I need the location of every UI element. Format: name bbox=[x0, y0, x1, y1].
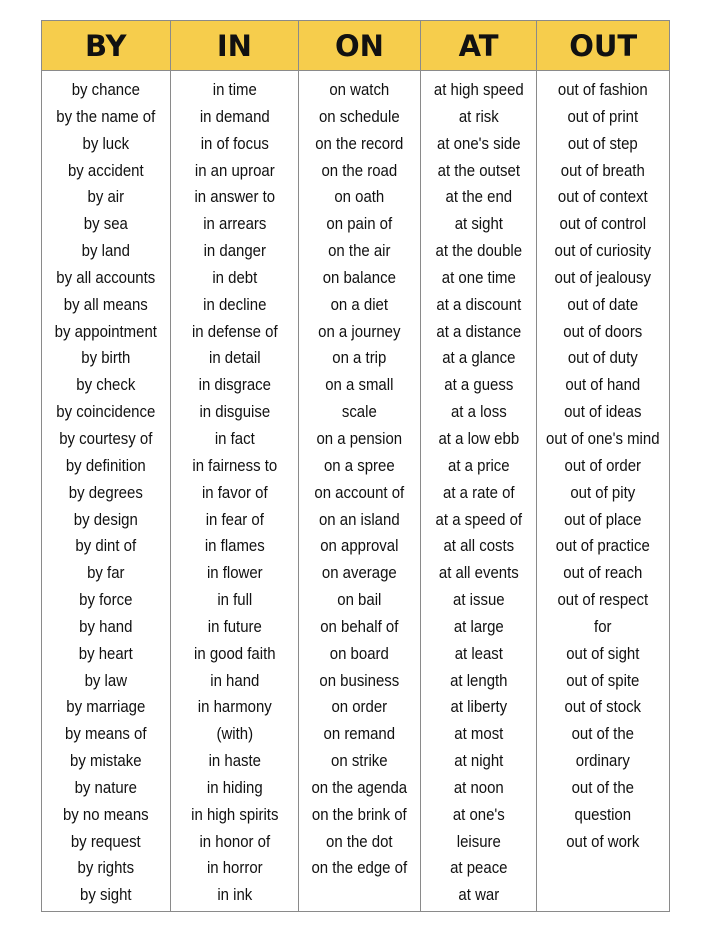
table-cell: at one's side bbox=[436, 133, 521, 153]
table-cell: on a spree bbox=[324, 455, 395, 475]
table-cell: by luck bbox=[82, 133, 130, 153]
header-out: OUT bbox=[569, 28, 638, 63]
table-cell: out of respect bbox=[557, 590, 649, 610]
table-cell: out of order bbox=[564, 455, 642, 475]
table-cell: out of pity bbox=[570, 482, 636, 502]
table-cell: out of place bbox=[564, 509, 642, 529]
table-cell: in of focus bbox=[200, 133, 269, 153]
table-cell: on oath bbox=[334, 187, 385, 207]
table-cell: on behalf of bbox=[320, 616, 399, 636]
table-cell: at a glance bbox=[442, 348, 516, 368]
column-out bbox=[537, 71, 669, 911]
table-cell: in danger bbox=[203, 241, 266, 261]
table-cell: by check bbox=[76, 375, 136, 395]
table-cell: out of control bbox=[559, 214, 647, 234]
table-cell: in defense of bbox=[191, 321, 278, 341]
table-cell: on a pension bbox=[316, 428, 403, 448]
table-cell: in horror bbox=[206, 858, 263, 878]
prepositional-phrases-table bbox=[41, 20, 670, 912]
table-cell: on an island bbox=[319, 509, 400, 529]
table-cell: at peace bbox=[449, 858, 508, 878]
table-cell: in future bbox=[207, 616, 262, 636]
table-cell: by force bbox=[79, 590, 133, 610]
table-cell: on order bbox=[331, 697, 388, 717]
table-cell: out of context bbox=[558, 187, 649, 207]
table-cell: on approval bbox=[320, 536, 399, 556]
table-cell: out of reach bbox=[563, 563, 643, 583]
table-cell: by air bbox=[87, 187, 125, 207]
table-cell: by all means bbox=[63, 294, 148, 314]
table-cell: out of work bbox=[566, 831, 640, 851]
table-cell: by sea bbox=[83, 214, 128, 234]
table-cell: in good faith bbox=[193, 643, 276, 663]
table-cell: at risk bbox=[458, 106, 499, 126]
table-cell: by birth bbox=[81, 348, 131, 368]
table-cell: on balance bbox=[322, 267, 397, 287]
table-cell: in fairness to bbox=[191, 455, 277, 475]
table-cell: out of date bbox=[567, 294, 639, 314]
table-cell: on schedule bbox=[319, 106, 400, 126]
table-cell: on bail bbox=[337, 590, 382, 610]
table-cell: by sight bbox=[80, 885, 132, 905]
table-cell: out of duty bbox=[568, 348, 639, 368]
table-cell: by chance bbox=[71, 80, 140, 99]
table-cell: at a rate of bbox=[442, 482, 515, 502]
table-cell: by marriage bbox=[66, 697, 146, 717]
column-by bbox=[42, 71, 171, 911]
table-cell: by degrees bbox=[68, 482, 143, 502]
table-cell: out of ideas bbox=[564, 402, 642, 422]
table-cell: by the name of bbox=[56, 106, 156, 126]
table-cell: on a trip bbox=[332, 348, 387, 368]
table-cell: at noon bbox=[453, 777, 504, 797]
table-cell: in harmony bbox=[197, 697, 272, 717]
table-cell: at a guess bbox=[444, 375, 514, 395]
table-cell: by dint of bbox=[75, 536, 137, 556]
table-cell: on the air bbox=[328, 241, 391, 261]
table-cell: at war bbox=[458, 885, 499, 905]
table-cell: on the dot bbox=[326, 831, 393, 851]
table-cell: on account of bbox=[314, 482, 405, 502]
column-in bbox=[171, 71, 300, 911]
table-cell: at large bbox=[453, 616, 504, 636]
table-cell: out of one's mind bbox=[546, 428, 660, 448]
table-cell: out of the bbox=[572, 777, 635, 797]
table-cell: out of jealousy bbox=[554, 267, 652, 287]
table-cell: at most bbox=[454, 724, 504, 744]
table-cell: at the outset bbox=[437, 160, 520, 180]
table-cell: (with) bbox=[216, 724, 253, 744]
table-cell: at one time bbox=[441, 267, 516, 287]
table-cell: by coincidence bbox=[56, 402, 156, 422]
table-cell: at sight bbox=[454, 214, 503, 234]
table-cell: on the record bbox=[315, 133, 404, 153]
table-cell: out of fashion bbox=[558, 80, 649, 99]
table-cell: at the double bbox=[435, 241, 522, 261]
table-cell: in detail bbox=[208, 348, 261, 368]
table-cell: in fact bbox=[214, 428, 255, 448]
table-cell: on the road bbox=[321, 160, 398, 180]
header-in: IN bbox=[171, 21, 300, 70]
table-cell: scale bbox=[342, 402, 377, 422]
table-cell: on a small bbox=[325, 375, 394, 395]
table-cell: ordinary bbox=[576, 751, 631, 771]
table-cell: out of print bbox=[567, 106, 639, 126]
table-cell: at a price bbox=[447, 455, 510, 475]
table-cell: out of hand bbox=[565, 375, 641, 395]
table-cell: by rights bbox=[77, 858, 135, 878]
table-cell: at all events bbox=[438, 563, 519, 583]
table-cell: in decline bbox=[202, 294, 266, 314]
table-cell: at a speed of bbox=[435, 509, 522, 529]
table-cell: at issue bbox=[452, 590, 505, 610]
table-cell: in honor of bbox=[199, 831, 270, 851]
column-at bbox=[421, 71, 538, 911]
table-cell: on business bbox=[319, 670, 400, 690]
table-cell: at night bbox=[454, 751, 504, 771]
table-cell: on a diet bbox=[330, 294, 389, 314]
table-cell: at length bbox=[449, 670, 508, 690]
table-cell: at least bbox=[454, 643, 503, 663]
table-cell: out of spite bbox=[566, 670, 640, 690]
header-on: ON bbox=[299, 21, 421, 70]
table-cell: on strike bbox=[331, 751, 388, 771]
table-cell: at liberty bbox=[450, 697, 507, 717]
table-cell: by accident bbox=[67, 160, 144, 180]
table-cell: in fear of bbox=[205, 509, 264, 529]
table-cell: at a distance bbox=[436, 321, 522, 341]
table-cell: question bbox=[574, 804, 632, 824]
table-cell: in disgrace bbox=[198, 375, 271, 395]
table-cell: out of doors bbox=[563, 321, 643, 341]
table-cell: in hiding bbox=[206, 777, 263, 797]
table-cell: in ink bbox=[216, 885, 252, 905]
table-cell: on a journey bbox=[318, 321, 401, 341]
table-cell: by no means bbox=[62, 804, 149, 824]
table-cell: on the agenda bbox=[311, 777, 408, 797]
table-cell: out of sight bbox=[566, 643, 640, 663]
table-cell: in debt bbox=[211, 267, 257, 287]
table-cell: by nature bbox=[74, 777, 137, 797]
table-cell: by heart bbox=[78, 643, 133, 663]
table-cell: at one's bbox=[452, 804, 505, 824]
table-cell: in flames bbox=[204, 536, 265, 556]
table-cell: at high speed bbox=[433, 80, 524, 99]
table-header bbox=[42, 21, 669, 71]
table-cell: by all accounts bbox=[56, 267, 156, 287]
table-cell: out of practice bbox=[556, 536, 651, 556]
table-cell: by far bbox=[87, 563, 125, 583]
table-cell: in answer to bbox=[194, 187, 275, 207]
table-cell: in time bbox=[212, 80, 257, 99]
table-cell: leisure bbox=[456, 831, 501, 851]
table-cell: in flower bbox=[206, 563, 263, 583]
column-on bbox=[299, 71, 421, 911]
table-cell: by land bbox=[81, 241, 130, 261]
table-cell: in full bbox=[216, 590, 252, 610]
header-by: BY bbox=[42, 21, 171, 70]
table-cell: by request bbox=[70, 831, 141, 851]
table-cell: in demand bbox=[199, 106, 270, 126]
table-cell: by definition bbox=[65, 455, 146, 475]
table-body bbox=[42, 71, 669, 911]
table-cell: in haste bbox=[208, 751, 261, 771]
table-cell: out of curiosity bbox=[554, 241, 652, 261]
header-at: AT bbox=[421, 21, 538, 70]
table-cell: by means of bbox=[65, 724, 147, 744]
table-cell: by appointment bbox=[54, 321, 157, 341]
table-cell: at a discount bbox=[436, 294, 522, 314]
table-cell: at a loss bbox=[450, 402, 507, 422]
table-cell: by design bbox=[73, 509, 138, 529]
table-cell: out of breath bbox=[561, 160, 646, 180]
table-cell: at a low ebb bbox=[438, 428, 519, 448]
table-cell: on board bbox=[329, 643, 390, 663]
table-cell: on watch bbox=[329, 80, 390, 99]
table-cell: for bbox=[594, 616, 612, 636]
table-cell: on pain of bbox=[326, 214, 393, 234]
table-cell: on the brink of bbox=[312, 804, 407, 824]
table-cell: on the edge of bbox=[311, 858, 408, 878]
table-cell: out of step bbox=[568, 133, 639, 153]
table-cell: on remand bbox=[323, 724, 396, 744]
table-cell: by law bbox=[84, 670, 127, 690]
table-cell: on average bbox=[322, 563, 397, 583]
table-cell: by mistake bbox=[70, 751, 142, 771]
table-cell: in disguise bbox=[199, 402, 270, 422]
table-cell: out of stock bbox=[564, 697, 642, 717]
table-cell: in hand bbox=[209, 670, 259, 690]
table-cell: at the end bbox=[445, 187, 512, 207]
table-cell: in favor of bbox=[201, 482, 268, 502]
table-cell: at all costs bbox=[443, 536, 514, 556]
table-cell: in an uproar bbox=[194, 160, 275, 180]
table-cell: in high spirits bbox=[190, 804, 279, 824]
table-cell: by hand bbox=[79, 616, 133, 636]
table-cell: by courtesy of bbox=[59, 428, 153, 448]
table-cell: in arrears bbox=[202, 214, 266, 234]
table-cell: out of the bbox=[572, 724, 635, 744]
